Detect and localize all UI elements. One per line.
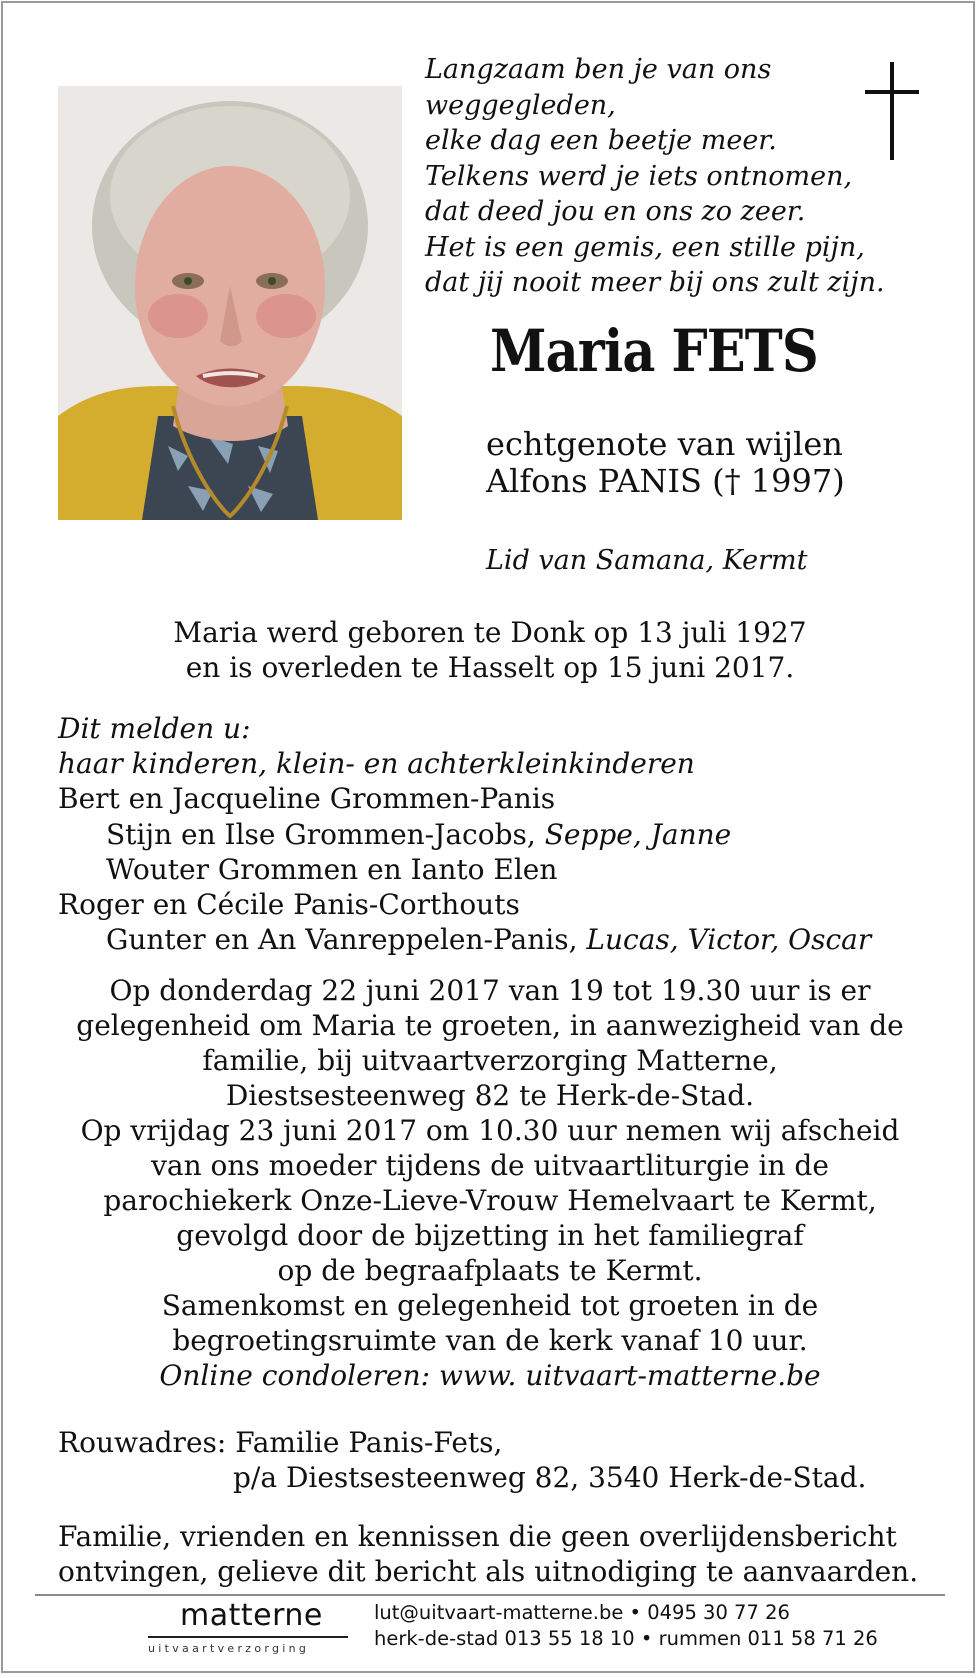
birth-line: Maria werd geboren te Donk op 13 juli 1927 (173, 616, 807, 649)
family-member-name: Stijn en Ilse Grommen-Jacobs, (106, 817, 545, 851)
great-grandchildren: Seppe, Janne (544, 817, 732, 851)
death-line: en is overleden te Hasselt op 15 juni 2017. (185, 651, 795, 684)
latin-cross-icon (862, 62, 922, 160)
service-line: Op donderdag 22 juni 2017 van 19 tot 19.30 uur is er (109, 974, 871, 1007)
great-grandchildren: Lucas, Victor, Oscar (586, 923, 872, 957)
family-list (58, 711, 871, 957)
family-intro: haar kinderen, klein- en achterkleinkinderen (58, 747, 695, 781)
poem-line: Langzaam ben je van ons (425, 54, 772, 85)
address-line: Rouwadres: Familie Panis-Fets, (58, 1426, 503, 1459)
poem-line: elke dag een beetje meer. (425, 125, 777, 156)
service-line: gevolgd door de bijzetting in het familiegraf (176, 1219, 804, 1252)
service-line: van ons moeder tijdens de uitvaartliturgie in de (151, 1149, 829, 1182)
logo-tagline: uitvaartverzorging (148, 1642, 310, 1655)
spouse-line: Alfons PANIS († 1997) (486, 462, 845, 500)
portrait-photo (58, 86, 402, 520)
service-line: Op vrijdag 23 juni 2017 om 10.30 uur nemen wij afscheid (80, 1114, 900, 1147)
service-details (0, 973, 980, 1393)
poem-line: Telkens werd je iets ontnomen, (425, 160, 853, 192)
birth-death-info (0, 615, 980, 685)
family-intro: Dit melden u: (58, 712, 251, 745)
online-condolence-link: Online condoleren: www. uitvaart-matterne.be (159, 1359, 821, 1392)
poem-line: dat deed jou en ons zo zeer. (425, 196, 806, 227)
family-member (58, 817, 871, 852)
poem-line: weggegleden, (425, 89, 616, 121)
closing-note (58, 1519, 918, 1589)
contact-line: lut@uitvaart-matterne.be • 0495 30 77 26 (374, 1601, 790, 1624)
mourning-address (58, 1425, 866, 1495)
matterne-logo (148, 1598, 348, 1658)
address-line: p/a Diestsesteenweg 82, 3540 Herk-de-Stad. (233, 1461, 867, 1494)
spouse-info (486, 426, 845, 500)
service-line: familie, bij uitvaartverzorging Matterne, (202, 1044, 778, 1077)
membership: Lid van Samana, Kermt (486, 545, 808, 576)
closing-line: ontvingen, gelieve dit bericht als uitnodiging te aanvaarden. (58, 1555, 919, 1588)
closing-line: Familie, vrienden en kennissen die geen overlijdensbericht (58, 1520, 897, 1553)
family-member: Roger en Cécile Panis-Corthouts (58, 888, 520, 922)
deceased-name: Maria FETS (490, 317, 818, 385)
service-line: gelegenheid om Maria te groeten, in aanwezigheid van de (76, 1009, 904, 1042)
service-line: begroetingsruimte van de kerk vanaf 10 uur. (172, 1324, 808, 1357)
family-member: Bert en Jacqueline Grommen-Panis (58, 782, 556, 816)
service-line: Samenkomst en gelegenheid tot groeten in de (161, 1289, 819, 1322)
family-member-name: Gunter en An Vanreppelen-Panis, (106, 923, 587, 957)
contact-line: herk-de-stad 013 55 18 10 • rummen 011 58 71 26 (374, 1627, 878, 1650)
logo-wordmark: matterne (180, 1598, 323, 1633)
family-member (58, 922, 871, 957)
spouse-line: echtgenote van wijlen (486, 425, 843, 463)
service-line: Diestsesteenweg 82 te Herk-de-Stad. (225, 1079, 755, 1112)
poem-line: dat jij nooit meer bij ons zult zijn. (425, 267, 885, 298)
poem-line: Het is een gemis, een stille pijn, (425, 231, 865, 263)
footer-divider (35, 1594, 945, 1596)
service-line: parochiekerk Onze-Lieve-Vrouw Hemelvaart te Kermt, (103, 1184, 877, 1217)
service-line: op de begraafplaats te Kermt. (277, 1254, 703, 1287)
memorial-poem (425, 52, 885, 301)
logo-underline (148, 1636, 348, 1638)
footer-contact (374, 1600, 878, 1652)
portrait-illustration (58, 86, 402, 520)
family-member: Wouter Grommen en Ianto Elen (106, 852, 558, 886)
